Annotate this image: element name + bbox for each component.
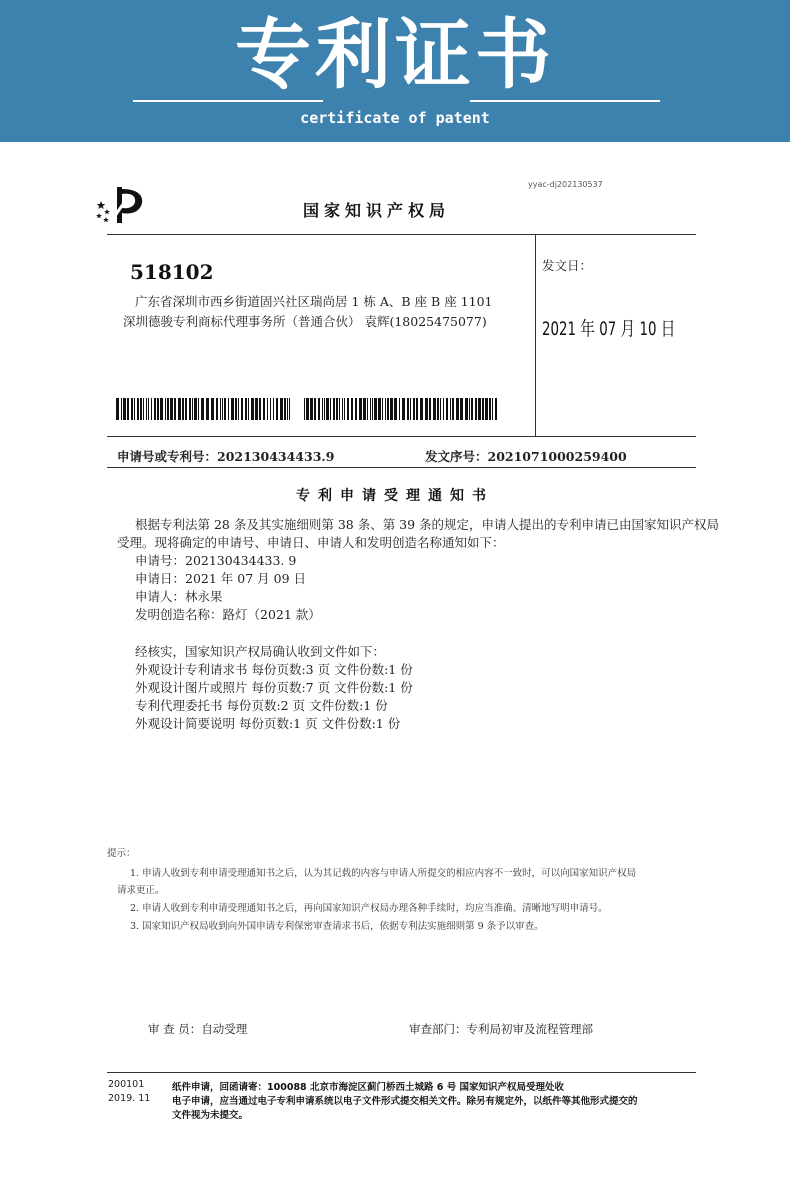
form-version: 2019. 11 — [108, 1093, 151, 1104]
serial-number-value: 2021071000259400 — [487, 449, 627, 464]
barcode-bar — [326, 398, 329, 420]
header-banner — [0, 0, 790, 142]
barcode-bar — [318, 398, 320, 420]
barcode-bar — [289, 398, 290, 420]
barcode-bar — [344, 398, 345, 420]
document-item: 外观设计简要说明 每份页数:1 页 文件份数:1 份 — [135, 716, 401, 731]
barcode-bar — [255, 398, 258, 420]
send-date: 2021 年 07 月 10 日 — [542, 318, 676, 340]
document-item: 专利代理委托书 每份页数:2 页 文件份数:1 份 — [135, 698, 388, 713]
barcode-bar — [174, 398, 176, 420]
banner-title: 专利证书 — [235, 10, 555, 99]
barcode-bar — [248, 398, 249, 420]
barcode-bar — [324, 398, 325, 420]
barcode-bar — [378, 398, 381, 420]
barcode-bar — [182, 398, 184, 420]
barcode-bar — [222, 398, 223, 420]
barcode-right — [304, 398, 498, 420]
examination-department — [409, 1021, 593, 1037]
barcode-bar — [342, 398, 343, 420]
barcode-bar — [336, 398, 338, 420]
barcode-bar — [351, 398, 353, 420]
barcode-bar — [478, 398, 481, 420]
barcode-bar — [482, 398, 484, 420]
footer-electronic-1: 电子申请，应当通过电子专利申请系统以电子文件形式提交相关文件。除另有规定外，以纸件等其他形式提交的 — [172, 1096, 638, 1107]
barcode-bar — [310, 398, 313, 420]
barcode-bar — [437, 398, 439, 420]
barcode-bar — [148, 398, 149, 420]
barcode-bar — [263, 398, 265, 420]
barcode-bar — [267, 398, 268, 420]
documents-intro: 经核实，国家知识产权局确认收到文件如下： — [135, 644, 386, 659]
postcode: 518102 — [130, 260, 214, 284]
application-number-value: 202130434433.9 — [217, 449, 335, 464]
barcode-bar — [259, 398, 261, 420]
tip-1-line2: 请求更正。 — [117, 885, 165, 896]
examiner-value: 自动受理 — [201, 1022, 248, 1036]
barcode-bar — [165, 398, 166, 420]
barcode-bar — [189, 398, 191, 420]
barcode-bar — [235, 398, 237, 420]
field-application-number: 申请号：202130434433. 9 — [135, 553, 297, 568]
barcode-bar — [314, 398, 316, 420]
tips-heading: 提示： — [107, 848, 136, 859]
barcode-bar — [372, 398, 373, 420]
footer-paper-mail: 纸件申请，回函请寄：100088 北京市海淀区蓟门桥西土城路 6 号 国家知识产权局受理处收 — [172, 1082, 565, 1093]
barcode-bar — [446, 398, 448, 420]
banner-divider-left — [133, 100, 323, 102]
barcode-bar — [492, 398, 493, 420]
banner-divider-right — [470, 100, 660, 102]
barcode-bar — [270, 398, 271, 420]
barcode-bar — [460, 398, 463, 420]
barcode-bar — [306, 398, 309, 420]
cnipa-emblem-icon — [95, 183, 150, 225]
notice-title: 专利申请受理通知书 — [296, 488, 494, 504]
tip-1-line1: 1. 申请人收到专利申请受理通知书之后，认为其记载的内容与申请人所提交的相应内容不一致时，可以向国家知识产权局 — [130, 868, 637, 879]
barcode-bar — [407, 398, 409, 420]
examiner — [148, 1021, 247, 1037]
examiner-label: 审 查 员： — [148, 1022, 202, 1036]
barcode-bar — [416, 398, 418, 420]
field-application-date: 申请日：2021 年 07 月 09 日 — [135, 571, 306, 586]
number-row-divider — [107, 467, 696, 468]
barcode-bar — [121, 398, 122, 420]
barcode-bar — [157, 398, 159, 420]
tip-2: 2. 申请人收到专利申请受理通知书之后，再向国家知识产权局办理各种手续时，均应当准确、清晰地写明申请号。 — [130, 903, 608, 914]
barcode-bar — [151, 398, 152, 420]
barcode-bar — [131, 398, 133, 420]
barcode-bar — [402, 398, 405, 420]
barcode-bar — [394, 398, 397, 420]
footer-electronic-2: 文件视为未提交。 — [172, 1110, 249, 1121]
barcode-bar — [382, 398, 383, 420]
barcode-bar — [280, 398, 283, 420]
barcode-bar — [440, 398, 441, 420]
banner-subtitle: certificate of patent — [300, 109, 490, 127]
barcode-bar — [241, 398, 243, 420]
barcode-left — [116, 398, 291, 420]
recipient-agency: 深圳德骏专利商标代理事务所（普通合伙） 袁辉(18025475077) — [123, 314, 487, 329]
barcode-bar — [137, 398, 139, 420]
barcode-bar — [322, 398, 323, 420]
barcode-bar — [495, 398, 497, 420]
serial-number — [425, 447, 627, 465]
office-name: 国家知识产权局 — [303, 201, 451, 220]
barcode-bar — [485, 398, 488, 420]
recipient-address: 广东省深圳市西乡街道固兴社区瑞尚居 1 栋 A、B 座 B 座 1101 — [135, 294, 493, 309]
barcode-bar — [245, 398, 247, 420]
barcode-bar — [374, 398, 377, 420]
barcode-bar — [465, 398, 468, 420]
send-date-label: 发文日： — [542, 258, 593, 273]
barcode-bar — [224, 398, 226, 420]
barcode-bar — [333, 398, 335, 420]
barcode-bar — [273, 398, 274, 420]
barcode-bar — [284, 398, 286, 420]
barcode-bar — [367, 398, 368, 420]
barcode-bar — [192, 398, 193, 420]
form-code: 200101 — [108, 1079, 145, 1090]
barcode-bar — [304, 398, 305, 420]
department-label: 审查部门： — [409, 1022, 467, 1036]
barcode-bar — [198, 398, 199, 420]
barcode-bar — [359, 398, 362, 420]
barcode-bar — [363, 398, 366, 420]
barcode-bar — [231, 398, 234, 420]
barcode-bar — [387, 398, 389, 420]
application-number — [117, 447, 334, 465]
barcode-bar — [471, 398, 473, 420]
barcode-bar — [146, 398, 147, 420]
barcode-bar — [429, 398, 431, 420]
barcode-bar — [140, 398, 142, 420]
tip-3: 3. 国家知识产权局收到向外国申请专利保密审查请求书后，依据专利法实施细则第 9 条予以审查。 — [130, 921, 544, 932]
barcode-bar — [347, 398, 349, 420]
barcode-bar — [123, 398, 126, 420]
barcode-bar — [469, 398, 470, 420]
barcode-bar — [220, 398, 221, 420]
barcode-bar — [425, 398, 428, 420]
barcode-bar — [211, 398, 214, 420]
barcode-bar — [134, 398, 135, 420]
barcode-bar — [339, 398, 340, 420]
barcode-bar — [443, 398, 444, 420]
barcode-bar — [355, 398, 357, 420]
address-block-divider — [107, 436, 696, 437]
notice-intro-line2: 受理。现将确定的申请号、申请日、申请人和发明创造名称通知如下： — [117, 535, 505, 550]
serial-number-label: 发文序号： — [425, 449, 488, 464]
barcode-bar — [433, 398, 436, 420]
barcode-bar — [399, 398, 400, 420]
barcode-bar — [489, 398, 491, 420]
document-item: 外观设计专利请求书 每份页数:3 页 文件份数:1 份 — [135, 662, 413, 677]
field-applicant: 申请人：林永果 — [135, 589, 223, 604]
date-column-divider — [535, 234, 536, 436]
barcode-bar — [116, 398, 119, 420]
document-item: 外观设计图片或照片 每份页数:7 页 文件份数:1 份 — [135, 680, 413, 695]
barcode-bar — [206, 398, 209, 420]
barcode-bar — [287, 398, 288, 420]
application-number-label: 申请号或专利号： — [117, 449, 218, 464]
header-divider — [107, 234, 696, 235]
barcode-bar — [194, 398, 197, 420]
barcode-bar — [228, 398, 229, 420]
barcode-bar — [160, 398, 163, 420]
barcode-bar — [167, 398, 169, 420]
barcode-bar — [185, 398, 187, 420]
barcode-bar — [143, 398, 144, 420]
barcode-bar — [452, 398, 454, 420]
barcode-bar — [238, 398, 239, 420]
barcode-bar — [216, 398, 218, 420]
barcode-bar — [330, 398, 331, 420]
barcode-bar — [385, 398, 386, 420]
document-code: yyac-dj202130537 — [528, 180, 603, 189]
barcode-bar — [251, 398, 254, 420]
barcode-bar — [127, 398, 129, 420]
barcode-bar — [420, 398, 423, 420]
barcode-bar — [178, 398, 181, 420]
footer-divider — [107, 1072, 696, 1073]
barcode-bar — [276, 398, 278, 420]
barcode-bar — [390, 398, 393, 420]
barcode-bar — [370, 398, 371, 420]
field-invention-name: 发明创造名称：路灯（2021 款） — [135, 607, 321, 622]
barcode-bar — [170, 398, 173, 420]
barcode-bar — [413, 398, 415, 420]
department-value: 专利局初审及流程管理部 — [466, 1022, 593, 1036]
barcode-bar — [475, 398, 477, 420]
barcode-bar — [450, 398, 451, 420]
barcode-bar — [456, 398, 459, 420]
barcode-bar — [201, 398, 204, 420]
barcode-bar — [154, 398, 156, 420]
notice-intro-line1: 根据专利法第 28 条及其实施细则第 38 条、第 39 条的规定，申请人提出的专利申请已由国家知识产权局 — [135, 517, 720, 532]
barcode-bar — [410, 398, 411, 420]
